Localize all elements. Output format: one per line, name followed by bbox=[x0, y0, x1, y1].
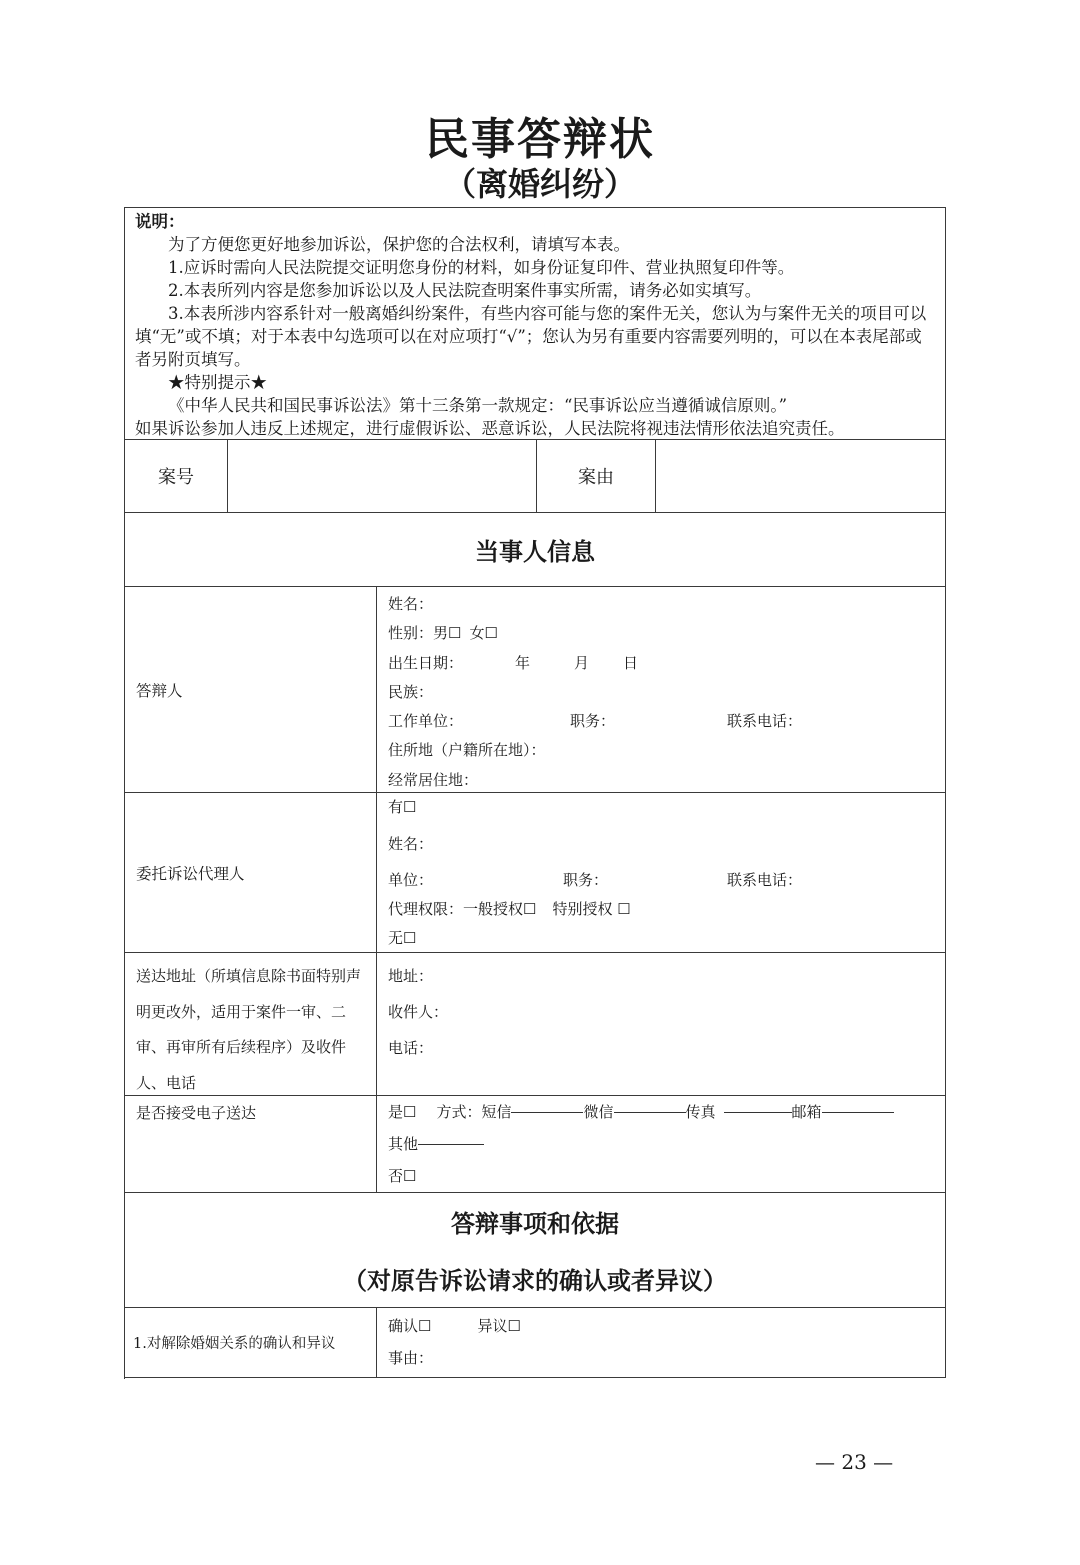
defendant-domicile-field[interactable]: 住所地（户籍所在地）： bbox=[388, 741, 546, 760]
wechat-input[interactable] bbox=[614, 1096, 686, 1113]
defendant-phone-field[interactable]: 联系电话： bbox=[727, 712, 803, 731]
agent-has-checkbox[interactable]: 有☐ bbox=[388, 798, 417, 816]
agent-name-field[interactable]: 姓名： bbox=[388, 835, 434, 853]
case-cause-label: 案由 bbox=[537, 439, 656, 513]
service-address-label: 送达地址（所填信息除书面特别声明更改外，适用于案件一审、二审、再审所有后续程序）及收件人、电话 bbox=[125, 953, 377, 1096]
defendant-name-field[interactable]: 姓名： bbox=[388, 595, 434, 613]
instructions-item-1: 1.应诉时需向人民法院提交证明您身份的材料，如身份证复印件、营业执照复印件等。 bbox=[168, 258, 795, 277]
defense-item-1-fields bbox=[377, 1308, 946, 1378]
authority-special-checkbox[interactable]: 特别授权 ☐ bbox=[552, 900, 631, 918]
defense-item-1-reason-field[interactable]: 事由： bbox=[388, 1349, 434, 1367]
agent-label: 委托诉讼代理人 bbox=[125, 793, 377, 953]
defendant-ethnicity-field[interactable]: 民族： bbox=[388, 682, 434, 701]
special-notice-law: 《中华人民共和国民事诉讼法》第十三条第一款规定：“民事诉讼应当遵循诚信原则。” bbox=[168, 396, 788, 415]
e-service-no-checkbox[interactable]: 否☐ bbox=[388, 1167, 417, 1185]
defense-item-1-choice-row bbox=[388, 1310, 945, 1342]
defense-subheading: （对原告诉讼请求的确认或者异议） bbox=[343, 1267, 727, 1295]
defense-item-1-label: 1.对解除婚姻关系的确认和异议 bbox=[125, 1308, 377, 1378]
gender-female-checkbox[interactable]: 女☐ bbox=[469, 624, 498, 643]
party-info-heading: 当事人信息 bbox=[125, 513, 946, 587]
defense-heading-block bbox=[125, 1193, 946, 1308]
e-service-other-row: 其他 bbox=[388, 1128, 945, 1160]
instructions-intro: 为了方便您更好地参加诉讼，保护您的合法权利，请填写本表。 bbox=[168, 235, 630, 254]
defendant-residence-field[interactable]: 经常居住地： bbox=[388, 770, 479, 789]
defendant-employment-row bbox=[388, 707, 945, 736]
service-address-field[interactable]: 地址： bbox=[388, 967, 434, 985]
service-recipient-field[interactable]: 收件人： bbox=[388, 1003, 449, 1021]
case-number-field[interactable] bbox=[228, 439, 537, 513]
instructions-heading: 说明： bbox=[135, 212, 185, 231]
instructions-box bbox=[124, 207, 946, 440]
defendant-gender-field: 性别： 男☐ 女☐ bbox=[388, 619, 945, 648]
defendant-fields bbox=[377, 587, 946, 793]
document-subtitle: （离婚纠纷） bbox=[443, 165, 636, 203]
gender-male-checkbox[interactable]: 男☐ bbox=[433, 624, 462, 643]
service-address-fields bbox=[377, 953, 946, 1096]
form-table bbox=[124, 439, 946, 1379]
defense-heading: 答辩事项和依据 bbox=[451, 1210, 619, 1238]
agent-none-checkbox[interactable]: 无☐ bbox=[388, 929, 417, 947]
agent-unit-field[interactable]: 单位： bbox=[388, 871, 434, 889]
defendant-position-field[interactable]: 职务： bbox=[570, 712, 616, 731]
document-title: 民事答辩状 bbox=[425, 114, 655, 165]
e-service-fields bbox=[377, 1096, 946, 1193]
page-number: — 23 — bbox=[815, 1450, 894, 1474]
defendant-label: 答辩人 bbox=[125, 587, 377, 793]
agent-authority-row: 代理权限： 一般授权☐ 特别授权 ☐ bbox=[388, 895, 945, 924]
fax-input[interactable] bbox=[724, 1096, 792, 1113]
instructions-item-2: 2.本表所列内容是您参加诉讼以及人民法院查明案件事实所需，请务必如实填写。 bbox=[168, 281, 762, 300]
email-input[interactable] bbox=[822, 1096, 894, 1113]
agent-unit-row bbox=[388, 866, 945, 895]
special-notice-warning: 如果诉讼参加人违反上述规定，进行虚假诉讼、恶意诉讼，人民法院将视违法情形依法追究责任。 bbox=[135, 419, 845, 438]
confirm-checkbox[interactable]: 确认☐ bbox=[388, 1317, 432, 1335]
special-notice-heading: ★特别提示★ bbox=[168, 373, 267, 392]
defendant-employer-field[interactable]: 工作单位： bbox=[388, 712, 464, 731]
e-service-label: 是否接受电子送达 bbox=[125, 1096, 377, 1193]
agent-position-field[interactable]: 职务： bbox=[563, 871, 609, 889]
authority-general-checkbox[interactable]: 一般授权☐ bbox=[463, 900, 537, 918]
object-checkbox[interactable]: 异议☐ bbox=[477, 1317, 521, 1335]
service-phone-field[interactable]: 电话： bbox=[388, 1039, 434, 1057]
case-cause-field[interactable] bbox=[656, 439, 946, 513]
defendant-birthdate-field[interactable]: 出生日期： 年 月 日 bbox=[388, 653, 639, 672]
agent-phone-field[interactable]: 联系电话： bbox=[727, 871, 803, 889]
instructions-item-3: 3.本表所涉内容系针对一般离婚纠纷案件，有些内容可能与您的案件无关，您认为与案件无关的项目可以填“无”或不填；对于本表中勾选项可以在对应项打“√”；您认为另有重要内容需要列明的，可以在本表尾部或者另附页填写。 bbox=[135, 304, 927, 369]
e-service-methods-row: 是☐ 方式： 短信 微信 传真 邮箱 bbox=[388, 1096, 945, 1128]
case-number-label: 案号 bbox=[125, 439, 228, 513]
sms-input[interactable] bbox=[511, 1096, 583, 1113]
agent-fields bbox=[377, 793, 946, 953]
other-method-input[interactable] bbox=[418, 1128, 484, 1145]
e-service-yes-checkbox[interactable]: 是☐ bbox=[388, 1103, 417, 1121]
